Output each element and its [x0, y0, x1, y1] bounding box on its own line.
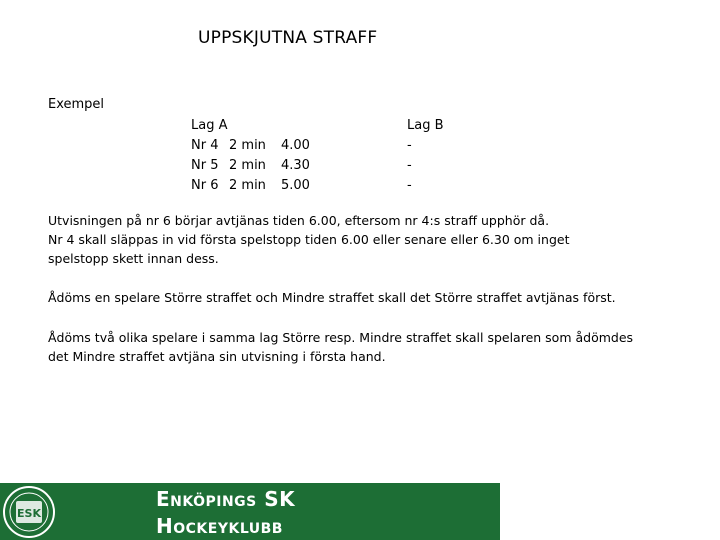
logo-lettering: ESK	[17, 507, 41, 520]
paragraph-line: Ådöms två olika spelare i samma lag Större resp. Mindre straffet skall spelaren som ådömdes	[48, 330, 634, 345]
paragraph-line: Utvisningen på nr 6 börjar avtjänas tiden 6.00, eftersom nr 4:s straff upphör då.	[48, 213, 550, 228]
team-b-row: -	[407, 138, 412, 153]
player-number: Nr 6	[191, 178, 219, 193]
club-name	[156, 486, 295, 540]
player-number: Nr 5	[191, 158, 219, 173]
club-logo-icon	[2, 485, 56, 539]
paragraph-rule-two-players	[48, 328, 688, 366]
penalty-time: 4.30	[281, 158, 310, 173]
page-title: UPPSKJUTNA STRAFF	[198, 28, 378, 48]
penalty-time: 4.00	[281, 138, 310, 153]
team-a-row	[191, 136, 310, 156]
penalty-minutes: 2 min	[229, 158, 266, 173]
team-b-row: -	[407, 158, 412, 173]
paragraph-line: spelstopp skett innan dess.	[48, 251, 219, 266]
player-number: Nr 4	[191, 138, 219, 153]
penalty-time: 5.00	[281, 178, 310, 193]
team-b-header: Lag B	[407, 118, 444, 133]
paragraph-line: Nr 4 skall släppas in vid första spelstopp tiden 6.00 eller senare eller 6.30 om inget	[48, 232, 570, 247]
penalty-minutes: 2 min	[229, 178, 266, 193]
team-b-row: -	[407, 178, 412, 193]
paragraph-line: det Mindre straffet avtjäna sin utvisning i första hand.	[48, 349, 386, 364]
team-a-row	[191, 156, 310, 176]
paragraph-rule-major-minor	[48, 288, 688, 307]
club-name-line2: Hockeyklubb	[156, 514, 283, 538]
team-a-header: Lag A	[191, 118, 228, 133]
paragraph-line: Ådöms en spelare Större straffet och Mindre straffet skall det Större straffet avtjänas först.	[48, 290, 616, 305]
team-b-block	[407, 116, 444, 196]
footer-banner	[0, 483, 500, 540]
club-name-line1: Enköpings SK	[156, 487, 296, 511]
team-a-row	[191, 176, 310, 196]
team-a-block	[191, 116, 310, 196]
example-label: Exempel	[48, 97, 105, 112]
penalty-minutes: 2 min	[229, 138, 266, 153]
paragraph-explanation	[48, 211, 688, 268]
